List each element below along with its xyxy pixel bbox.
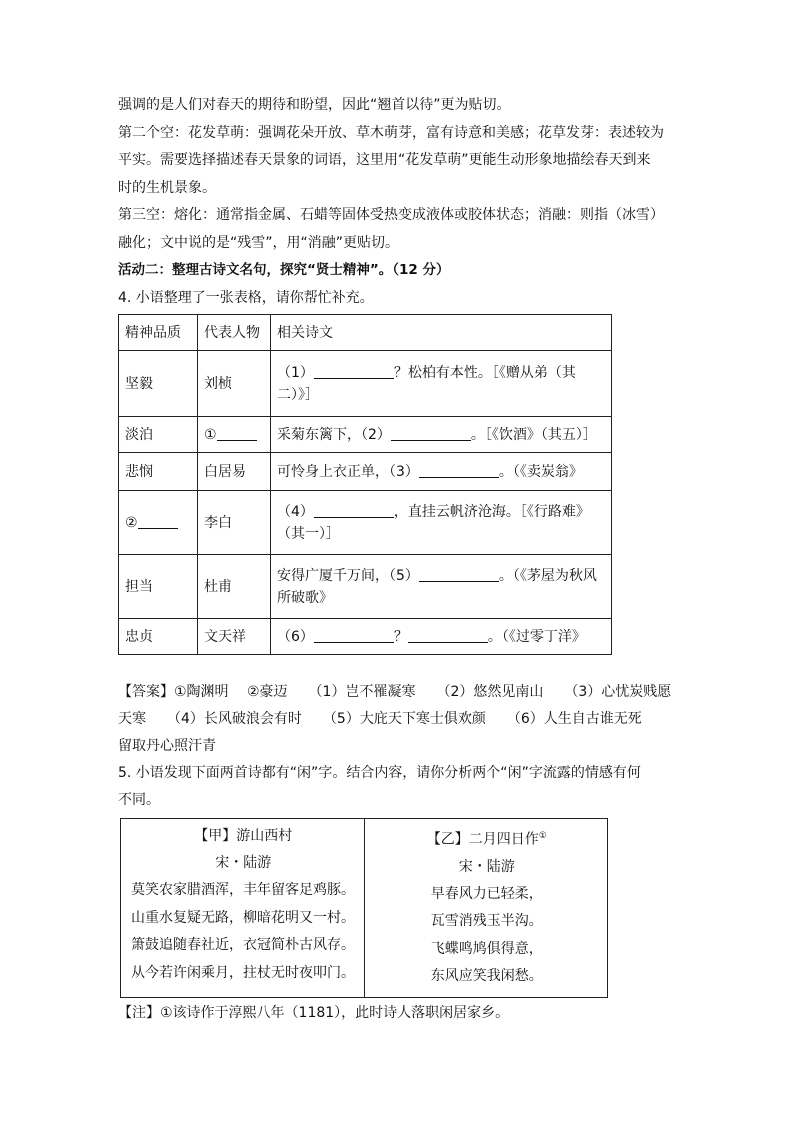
answer-blank xyxy=(391,424,471,441)
table-row xyxy=(119,491,612,555)
question-5-line: 不同。 xyxy=(118,792,160,808)
person-cell: 李白 xyxy=(198,491,271,555)
poem-jia xyxy=(121,819,365,998)
poem-line: 瓦雪消残玉半沟。 xyxy=(430,913,543,930)
answer-blank xyxy=(408,626,488,643)
poem-line: 飞蝶鸣鸠俱得意， xyxy=(430,940,543,957)
document-page xyxy=(118,92,678,1027)
person-cell: 刘桢 xyxy=(198,351,271,417)
poem-title: 【甲】游山西村 xyxy=(194,828,293,844)
table-row xyxy=(119,417,612,453)
table-header-cell: 相关诗文 xyxy=(271,315,612,351)
quality-cell: 悲悯 xyxy=(119,453,198,491)
intro-line-3: 平实。需要选择描述春天景象的词语，这里用“花发草萌”更能生动形象地描绘春天到来 xyxy=(118,152,651,168)
intro-line-6: 融化；文中说的是“残雪”，用“消融”更贴切。 xyxy=(118,234,400,251)
spirit-table xyxy=(118,314,612,655)
table-header-cell: 代表人物 xyxy=(198,315,271,351)
quality-cell: ② xyxy=(119,491,198,555)
poem-line: 从今若许闲乘月，拄杖无时夜叩门。 xyxy=(131,964,355,981)
activity-heading: 活动二：整理古诗文名句，探究“贤士精神”。（12 分） xyxy=(118,262,450,278)
poem-author: 宋・陆游 xyxy=(458,858,515,875)
poem-cell: 可怜身上衣正单，（3） 。（《卖炭翁》 xyxy=(271,453,612,491)
answer-line: 天寒 （4）长风破浪会有时 （5）大庇天下寒士俱欢颜 （6）人生自古谁无死 xyxy=(118,711,642,727)
poem-title: 【乙】二月四日作① xyxy=(426,831,547,848)
quality-cell: 坚毅 xyxy=(119,351,198,417)
poem-note: 【注】①该诗作于淳熙八年（1181），此时诗人落职闲居家乡。 xyxy=(118,1004,510,1021)
answer-blank xyxy=(314,626,394,643)
poem-line: 莫笑农家腊酒浑，丰年留客足鸡豚。 xyxy=(131,882,355,898)
intro-line-5: 第三空：熔化：通常指金属、石蜡等固体受热变成液体或胶体状态；消融：则指（冰雪） xyxy=(118,207,664,223)
poems-table xyxy=(120,818,608,998)
poem-author: 宋・陆游 xyxy=(215,855,272,871)
question-4-prompt: 4. 小语整理了一张表格，请你帮忙补充。 xyxy=(118,289,374,306)
poem-line: 山重水复疑无路，柳暗花明又一村。 xyxy=(131,909,355,926)
poem-cell: 安得广厦千万间，（5） 。（《茅屋为秋风 所破歌》 xyxy=(271,555,612,619)
footnote-marker: ① xyxy=(538,831,547,841)
answer-block xyxy=(118,679,678,814)
person-cell: 白居易 xyxy=(198,453,271,491)
table-row xyxy=(119,619,612,655)
person-cell: 杜甫 xyxy=(198,555,271,619)
quality-cell: 担当 xyxy=(119,555,198,619)
answer-line: 【答案】①陶渊明 ②豪迈 （1）岂不罹凝寒 （2）悠然见南山 （3）心忧炭贱愿 xyxy=(118,684,672,700)
poem-yi xyxy=(364,819,608,998)
quality-cell: 淡泊 xyxy=(119,417,198,453)
quality-cell: 忠贞 xyxy=(119,619,198,655)
poem-line: 早春风力已轻柔， xyxy=(430,885,543,902)
person-cell: ① xyxy=(198,417,271,453)
table-header-row xyxy=(119,315,612,351)
poem-line: 箫鼓追随春社近，衣冠简朴古风存。 xyxy=(131,937,355,953)
answer-blank xyxy=(419,565,499,582)
poem-line: 东风应笑我闲愁。 xyxy=(430,968,543,985)
poem-cell: （4） ，直挂云帆济沧海。［《行路难》 （其一）］ xyxy=(271,491,612,555)
answer-line: 留取丹心照汗青 xyxy=(118,738,216,754)
intro-line-1: 强调的是人们对春天的期待和盼望，因此“翘首以待”更为贴切。 xyxy=(118,97,511,113)
answer-blank xyxy=(314,362,394,379)
person-cell: 文天祥 xyxy=(198,619,271,655)
poem-cell: 采菊东篱下，（2） 。［《饮酒》（其五）］ xyxy=(271,417,612,453)
table-row xyxy=(119,351,612,417)
question-5-line: 5. 小语发现下面两首诗都有“闲”字。结合内容，请你分析两个“闲”字流露的情感有何 xyxy=(118,765,641,781)
table-row xyxy=(119,453,612,491)
table-header-cell: 精神品质 xyxy=(119,315,198,351)
intro-line-2: 第二个空：花发草萌：强调花朵开放、草木萌芽，富有诗意和美感；花草发芽：表述较为 xyxy=(118,124,664,141)
poem-cell: （6） ？ 。（《过零丁洋》 xyxy=(271,619,612,655)
answer-blank xyxy=(138,512,178,529)
intro-line-4: 时的生机景象。 xyxy=(118,179,216,196)
answer-blank xyxy=(217,424,257,441)
table-row xyxy=(119,555,612,619)
answer-blank xyxy=(419,461,499,478)
answer-blank xyxy=(314,501,394,518)
poem-cell: （1） ？松柏有本性。［《赠从弟（其 二）》］ xyxy=(271,351,612,417)
